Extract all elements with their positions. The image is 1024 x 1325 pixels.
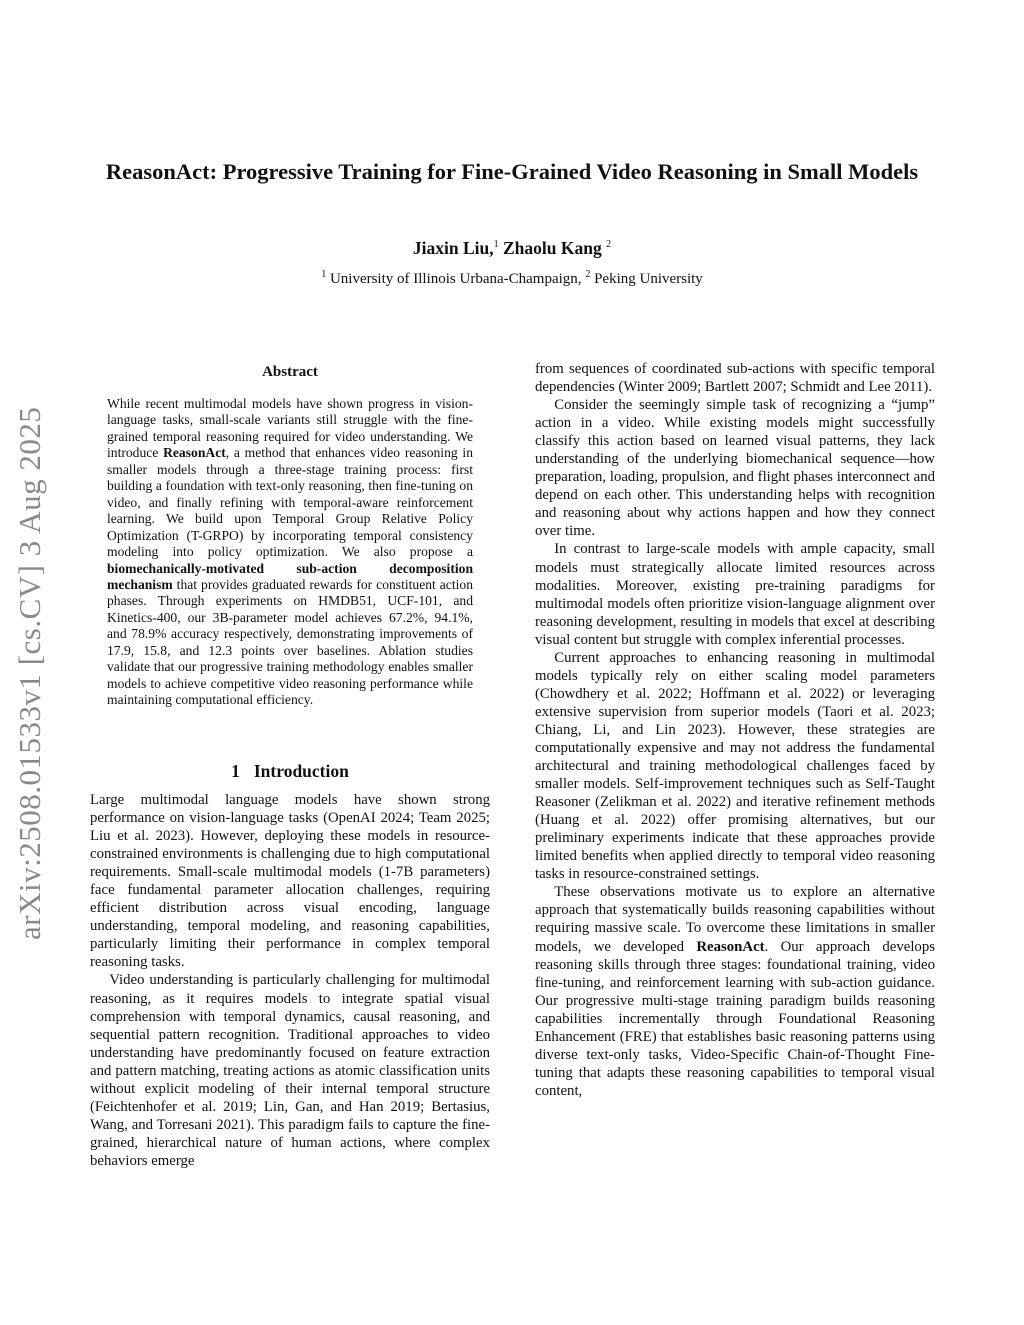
- right-column: [535, 360, 935, 1100]
- affiliation-mark: 1: [321, 269, 327, 280]
- affiliation-line: [100, 271, 924, 288]
- paragraph: from sequences of coordinated sub-actions with specific temporal dependencies (Winter 2009; Bartlett 2007; Schmidt and Lee 2011).: [535, 361, 935, 396]
- paper-title: ReasonAct: Progressive Training for Fine-Grained Video Reasoning in Small Models: [105, 159, 919, 184]
- author-name: Jiaxin Liu,: [412, 238, 494, 258]
- paragraph-text: . Our approach develops reasoning skills through three stages: foundational training, video fine-tuning, and reinforcement learning with sub-action guidance. Our progressive multi-stage training paradigm builds reasoning capabilities incrementally through Foundational Reasoning Enhancement (FRE) that establishes basic reasoning patterns using diverse text-only tasks, Video-Specific Chain-of-Thought Fine-tuning that adapts these reasoning capabilities to temporal visual content,: [535, 938, 935, 1099]
- abstract-text: that provides graduated rewards for constituent action phases. Through experiments on HMDB51, UCF-101, and Kinetics-400, our 3B-parameter model achieves 67.2%, 94.1%, and 78.9% accuracy respectively, demonstrating improvements of 17.9, 15.8, and 12.3 points over baselines. Ablation studies validate that our progressive training methodology enables smaller models to achieve competitive video reasoning performance while maintaining computational efficiency.: [107, 576, 473, 708]
- affiliation-name: Peking University: [594, 271, 703, 287]
- abstract-mechanism-name: biomechanically-motivated sub-action decomposition mechanism: [107, 560, 473, 592]
- paragraph: Current approaches to enhancing reasoning in multimodal models typically rely on either scaling model parameters (Chowdhery et al. 2022; Hoffmann et al. 2022) or leveraging extensive supervision from superior models (Taori et al. 2023; Chiang, Li, and Lin 2023). However, these strategies are computationally expensive and may not address the fundamental architectural and training methodological challenges faced by smaller models. Self-improvement techniques such as Self-Taught Reasoner (Zelikman et al. 2022) and iterative refinement methods (Huang et al. 2022) offer promising alternatives, but our preliminary experiments indicate that these approaches provide limited benefits when applied directly to temporal video reasoning tasks in resource-constrained settings.: [535, 649, 935, 883]
- method-name: ReasonAct: [696, 938, 765, 955]
- affiliation-name: University of Illinois Urbana-Champaign,: [329, 271, 582, 287]
- author-name: Zhaolu Kang: [503, 238, 602, 258]
- introduction-left-column: [90, 791, 490, 1170]
- section-heading-introduction: [90, 761, 490, 782]
- abstract-text: While recent multimodal models have shown progress in vision-language tasks, small-scale variants still struggle with the fine-grained temporal reasoning required for video understanding. We introduce: [107, 396, 473, 461]
- affiliation-mark: 2: [585, 269, 591, 280]
- abstract-method-name: ReasonAct: [163, 445, 226, 461]
- author-list: [100, 238, 924, 259]
- abstract-body: [107, 396, 473, 709]
- abstract-text: , a method that enhances video reasoning in smaller models through a three-stage training process: first building a foundation with text-only reasoning, then fine-tuning on video, and finally refining with temporal-aware reinforcement learning. We build upon Temporal Group Relative Policy Optimization (T-GRPO) by incorporating temporal consistency modeling into policy optimization. We also propose a: [107, 445, 473, 560]
- paragraph: In contrast to large-scale models with ample capacity, small models must strategically allocate limited resources across modalities. Moreover, existing pre-training paradigms for multimodal models often prioritize vision-language alignment over reasoning development, resulting in models that excel at describing visual content but struggle with complex inferential processes.: [535, 541, 935, 648]
- arxiv-identifier-stamp: arXiv:2508.01533v1 [cs.CV] 3 Aug 2025: [12, 406, 47, 940]
- author-affiliation-mark: 2: [606, 239, 612, 251]
- paragraph: Consider the seemingly simple task of recognizing a “jump” action in a video. While existing models might successfully classify this action based on learned visual patterns, they lack understanding of the underlying biomechanical sequence—how preparation, loading, propulsion, and flight phases interconnect and depend on each other. This understanding helps with recognition and reasoning about why actions happen and how they connect over time.: [535, 397, 935, 540]
- paragraph: Video understanding is particularly challenging for multimodal reasoning, as it requires models to integrate spatial visual comprehension with temporal dynamics, causal reasoning, and sequential pattern recognition. Traditional approaches to video understanding have predominantly focused on feature extraction and pattern matching, treating actions as atomic classification units without explicit modeling of their internal temporal structure (Feichtenhofer et al. 2019; Lin, Gan, and Han 2019; Bertasius, Wang, and Torresani 2021). This paradigm fails to capture the fine-grained, hierarchical nature of human actions, where complex behaviors emerge: [90, 972, 490, 1169]
- paragraph: Large multimodal language models have shown strong performance on vision-language tasks (OpenAI 2024; Team 2025; Liu et al. 2023). However, deploying these models in resource-constrained environments is challenging due to high computational requirements. Small-scale multimodal models (1-7B parameters) face fundamental parameter allocation challenges, requiring efficient distribution across visual encoding, language understanding, temporal modeling, and reasoning capabilities, particularly limiting their performance in complex temporal reasoning tasks.: [90, 792, 490, 971]
- abstract-heading: Abstract: [262, 364, 318, 380]
- paragraph: [535, 883, 935, 1100]
- section-number: 1: [231, 761, 240, 781]
- paragraph-text: These observations motivate us to explore an alternative approach that systematically builds reasoning capabilities without requiring massive scale. To overcome these limitations in smaller models, we developed: [535, 884, 935, 955]
- author-affiliation-mark: 1: [493, 239, 499, 251]
- section-title: Introduction: [253, 761, 349, 781]
